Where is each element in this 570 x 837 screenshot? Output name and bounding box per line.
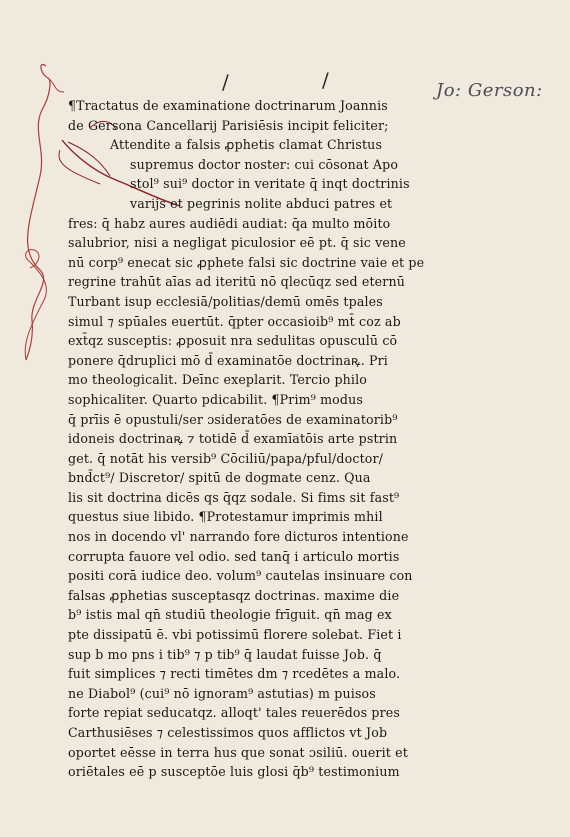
pen-mark: / xyxy=(322,68,329,92)
text-line: falsas ꝓphetias susceptasqz doctrinas. maxime die xyxy=(68,587,400,603)
text-line: forte repiat seducatqz. alloqt' tales reuerēdos pres xyxy=(68,705,400,721)
text-line: oportet eēsse in terra hus que sonat ɔsiliū. ouerit et xyxy=(68,744,408,760)
text-line: nū corp⁹ enecat sic ꝓphete falsi sic doctrine vaie et pe xyxy=(68,254,425,270)
text-line: questus siue libido. ¶Protestamur imprimis mhil xyxy=(68,509,383,525)
text-line: nos in docendo vl' narrando fore dicturos intentione xyxy=(68,529,409,545)
text-line: lis sit doctrina dicēs qs q̄qz sodale. Si fims sit fast⁹ xyxy=(68,489,400,505)
text-line: ne Diabol⁹ (cui⁹ nō ignoram⁹ astutias) m puisos xyxy=(68,685,376,701)
text-line: positi corā iudice deo. volum⁹ cautelas insinuare con xyxy=(68,568,413,584)
pen-mark: / xyxy=(222,70,229,94)
text-line: regrine trahūt aīas ad iteritū nō qlecūqz sed eternū xyxy=(68,274,405,290)
text-line: ¶Tractatus de examinatione doctrinarum Joannis xyxy=(68,98,388,113)
text-line: idoneis doctrinaꝶ ⁊ totidē d̄ examīatōis arte pstrin xyxy=(68,431,398,447)
text-line: sup b mo pns i tib⁹ ⁊ p tib⁹ q̄ laudat fuisse Job. q̄ xyxy=(68,646,382,662)
text-line: q̄ prīis ē opustuli/ser ɔsideratōes de examinatorib⁹ xyxy=(68,411,398,427)
text-line: get. q̄ notāt his versib⁹ Cōciliū/papa/pful/doctor/ xyxy=(68,450,384,466)
text-line: fuit simplices ⁊ recti timētes dm ⁊ rcedētes a malo. xyxy=(68,666,401,682)
text-line: fres: q̄ habz aures audiēdi audiat: q̄a multo mōito xyxy=(68,215,391,231)
text-line: Carthusiēses ⁊ celestissimos quos afflictos vt Job xyxy=(68,725,388,740)
text-line: sophicaliter. Quarto pdicabilit. ¶Prim⁹ modus xyxy=(68,391,363,407)
text-line: varijs et pegrinis nolite abduci patres et xyxy=(130,195,393,211)
marginal-annotation: Jo: Gerson: xyxy=(436,80,543,101)
text-line: ponere q̄druplici mō d̄ examinatōe doctrinaꝶ. Pri xyxy=(68,352,388,368)
text-line: bnd̄ct⁹/ Discretor/ spitū de dogmate cenz. Qua xyxy=(68,470,371,486)
text-line: supremus doctor noster: cui cōsonat Apo xyxy=(130,156,399,172)
text-line: corrupta fauore vel odio. sed tanq̄ i articulo mortis xyxy=(68,548,400,564)
text-line: Turbant isup ecclesiā/politias/demū omēs tpales xyxy=(68,293,383,309)
text-line: stol⁹ sui⁹ doctor in veritate q̄ inqt doctrinis xyxy=(130,176,410,192)
text-line: ext̄qz susceptis: ꝓposuit nra sedulitas opusculū cō xyxy=(68,333,398,349)
text-line: oriētales eē p susceptōe luis glosi q̄b⁹ testimonium xyxy=(68,764,400,780)
text-line: de Gersona Cancellarij Parisiēsis incipit feliciter; xyxy=(68,117,389,133)
text-line: b⁹ istis mal qn̄ studiū theologie frīguit. qn̄ mag ex xyxy=(68,607,392,623)
text-line: Attendite a falsis ꝓphetis clamat Christus xyxy=(110,137,383,153)
text-line: salubrior, nisi a negligat piculosior eē pt. q̄ sic vene xyxy=(68,235,406,251)
text-line: simul ⁊ spūales euertūt. q̄pter occasioib⁹ mt̄ coz ab xyxy=(68,313,401,329)
text-line: pte dissipatū ē. vbi potissimū florere solebat. Fiet i xyxy=(68,627,402,643)
text-column xyxy=(68,96,448,782)
text-line: mo theologicalit. Deīnc exeplarit. Tercio philo xyxy=(68,372,368,388)
